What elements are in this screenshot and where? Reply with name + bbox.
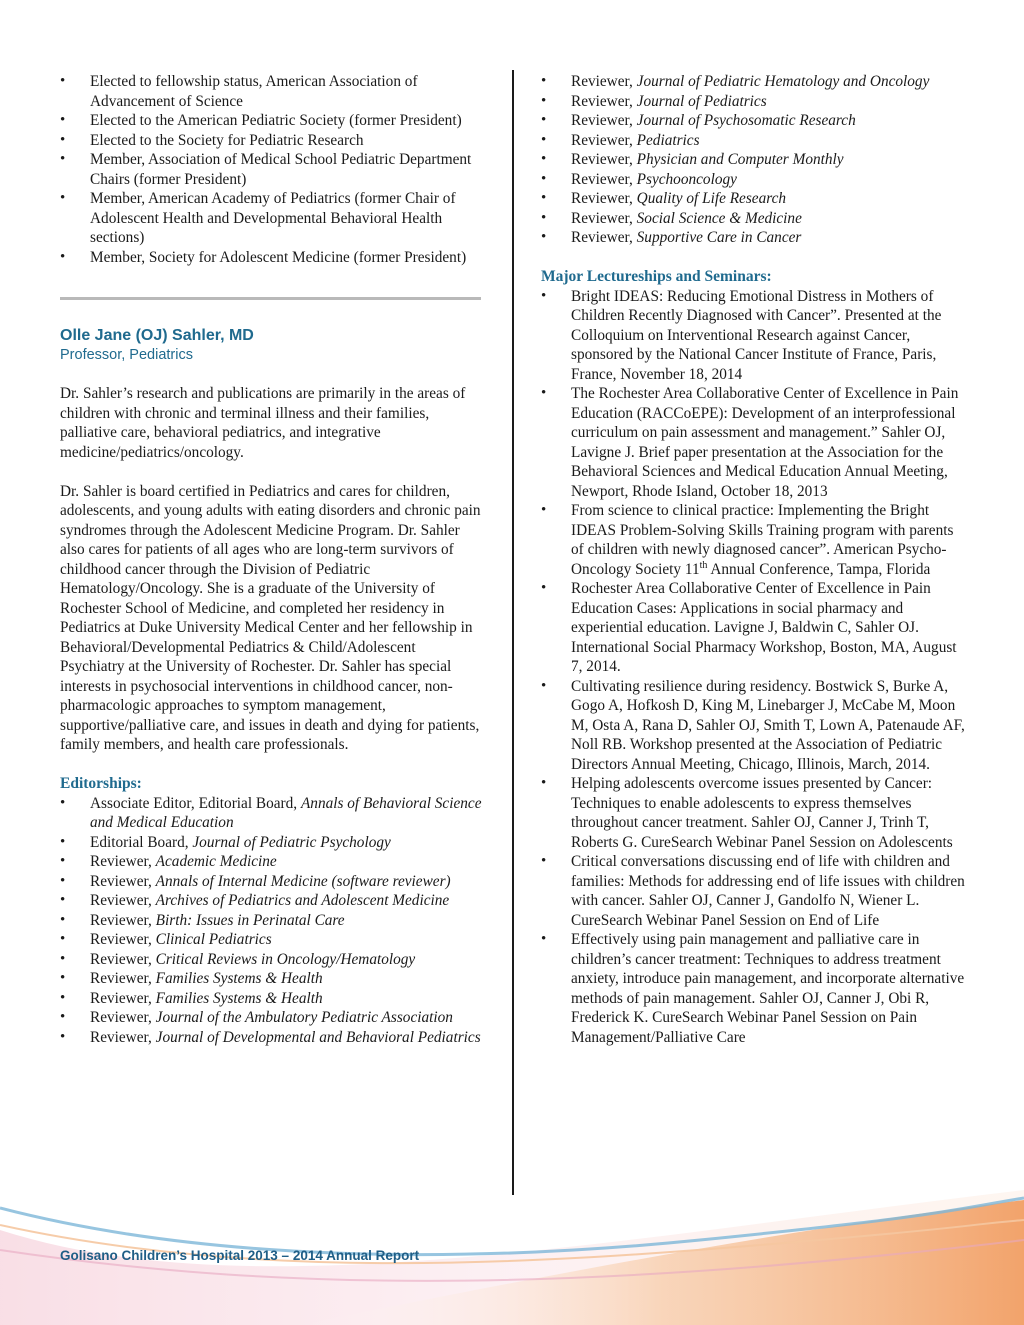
lecture-item: • Helping adolescents overcome issues presented by Cancer: Techniques to enable adolescents to express themselves throughout cancer treatment. Sahler OJ, Canner J, Trinh T, Roberts G. CureSearch Webinar Panel Session on Adolescents (541, 774, 966, 852)
editorship-item: • Reviewer, Academic Medicine (60, 852, 482, 872)
membership-item: • Elected to the American Pediatric Society (former President) (60, 111, 482, 131)
lecture-item: • Critical conversations discussing end of life with children and families: Methods for addressing end of life issues with children with cancer. Sahler OJ, Canner J, Gandolfo N, Wiener L. CureSearch Webinar Panel Session on End of Life (541, 852, 966, 930)
lecture-item: • From science to clinical practice: Implementing the Bright IDEAS Problem-Solving Skills Training program with parents of children with newly diagnosed cancer”. American Psycho-Oncology Society 11th Annual Conference, Tampa, Florida (541, 501, 966, 579)
lecture-item: • The Rochester Area Collaborative Center of Excellence in Pain Education (RACCoEPE): Development of an interprofessional curriculum on pain assessment and management.” Sahler OJ, Lavigne J. Brief paper presentation at the Association for the Behavioral Sciences and Medical Education Annual Meeting, Newport, Rhode Island, October 18, 2013 (541, 384, 966, 501)
editorship-item: • Reviewer, Archives of Pediatrics and Adolescent Medicine (60, 891, 482, 911)
membership-list (60, 72, 482, 267)
editorship-item: • Associate Editor, Editorial Board, Annals of Behavioral Science and Medical Education (60, 794, 482, 833)
column-divider (512, 70, 514, 1195)
editorship-item: • Reviewer, Birth: Issues in Perinatal Care (60, 911, 482, 931)
membership-item: • Elected to fellowship status, American Association of Advancement of Science (60, 72, 482, 111)
reviewer-item: • Reviewer, Social Science & Medicine (541, 209, 966, 229)
editorships-list (60, 794, 482, 1048)
editorship-item: • Reviewer, Families Systems & Health (60, 989, 482, 1009)
section-divider (60, 297, 481, 300)
editorship-item: • Reviewer, Clinical Pediatrics (60, 930, 482, 950)
editorship-item: • Reviewer, Families Systems & Health (60, 969, 482, 989)
membership-item: • Member, American Academy of Pediatrics (former Chair of Adolescent Health and Developmental Behavioral Health sections) (60, 189, 482, 248)
reviewer-list (541, 72, 966, 248)
reviewer-item: • Reviewer, Pediatrics (541, 131, 966, 151)
reviewer-item: • Reviewer, Journal of Pediatric Hematology and Oncology (541, 72, 966, 92)
profile-title: Professor, Pediatrics (60, 347, 193, 363)
lecture-item: • Effectively using pain management and palliative care in children’s cancer treatment: Techniques to address treatment anxiety, introduce pain management, and incorporate alternative methods of pain management. Sahler OJ, Canner J, Obi R, Frederick K. CureSearch Webinar Panel Session on Pain Management/Palliative Care (541, 930, 966, 1047)
lectureships-list (541, 287, 966, 1048)
editorship-item: • Reviewer, Journal of the Ambulatory Pediatric Association (60, 1008, 482, 1028)
footer-report-title: Golisano Children’s Hospital 2013 – 2014 Annual Report (60, 1248, 420, 1263)
editorship-item: • Editorial Board, Journal of Pediatric Psychology (60, 833, 482, 853)
editorship-item: • Reviewer, Annals of Internal Medicine (software reviewer) (60, 872, 482, 892)
membership-item: • Member, Society for Adolescent Medicine (former President) (60, 248, 482, 268)
reviewer-item: • Reviewer, Quality of Life Research (541, 189, 966, 209)
membership-item: • Elected to the Society for Pediatric Research (60, 131, 482, 151)
lectureships-heading: Major Lectureships and Seminars: (541, 268, 772, 285)
left-column (60, 72, 482, 1047)
reviewer-item: • Reviewer, Journal of Psychosomatic Research (541, 111, 966, 131)
editorship-item: • Reviewer, Journal of Developmental and Behavioral Pediatrics (60, 1028, 482, 1048)
reviewer-item: • Reviewer, Journal of Pediatrics (541, 92, 966, 112)
editorships-heading: Editorships: (60, 775, 142, 792)
lecture-item: • Bright IDEAS: Reducing Emotional Distress in Mothers of Children Recently Diagnosed with Cancer”. Presented at the Colloquium on Interventional Research against Cancer, sponsored by the National Cancer Institute of France, Paris, France, November 18, 2014 (541, 287, 966, 385)
reviewer-item: • Reviewer, Physician and Computer Monthly (541, 150, 966, 170)
profile-name: Olle Jane (OJ) Sahler, MD (60, 327, 254, 344)
bio-paragraph-2: Dr. Sahler is board certified in Pediatrics and cares for children, adolescents, and young adults with eating disorders and chronic pain syndromes through the Adolescent Medicine Program. Dr. Sahler also cares for patients of all ages who are long-term survivors of childhood cancer through the Division of Pediatric Hematology/Oncology. She is a graduate of the University of Rochester School of Medicine, and completed her residency in Pediatrics at Duke University Medical Center and her fellowship in Behavioral/Developmental Pediatrics & Child/Adolescent Psychiatry at the University of Rochester. Dr. Sahler has special interests in psychosocial interventions in childhood cancer, non-pharmacologic approaches to symptom management, supportive/palliative care, and issues in death and dying for patients, family members, and health care professionals. (60, 482, 481, 753)
editorship-item: • Reviewer, Critical Reviews in Oncology/Hematology (60, 950, 482, 970)
right-column (541, 72, 966, 1047)
lecture-item: • Cultivating resilience during residency. Bostwick S, Burke A, Gogo A, Hofkosh D, King M, Linebarger J, McCabe M, Moon M, Osta A, Rana D, Sahler OJ, Smith T, Lown A, Patenaude AF, Noll RB. Workshop presented at the Association of Pediatric Directors Annual Meeting, Chicago, Illinois, March, 2014. (541, 677, 966, 775)
membership-item: • Member, Association of Medical School Pediatric Department Chairs (former President) (60, 150, 482, 189)
lecture-item: • Rochester Area Collaborative Center of Excellence in Pain Education Cases: Applications in social pharmacy and experiential education. Lavigne J, Baldwin C, Sahler OJ. International Social Pharmacy Workshop, Boston, MA, August 7, 2014. (541, 579, 966, 677)
reviewer-item: • Reviewer, Supportive Care in Cancer (541, 228, 966, 248)
bio-paragraph-1: Dr. Sahler’s research and publications are primarily in the areas of children with chronic and terminal illness and their families, palliative care, behavioral pediatrics, and integrative medicine/pediatrics/oncology. (60, 385, 466, 461)
reviewer-item: • Reviewer, Psychooncology (541, 170, 966, 190)
